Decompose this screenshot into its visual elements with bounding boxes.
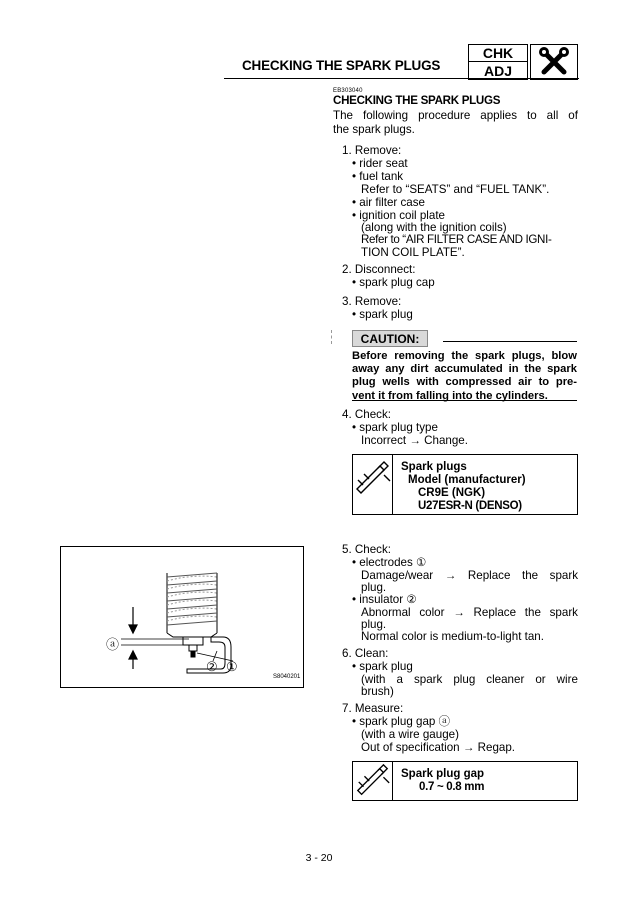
spec-box-spark-plugs (352, 454, 578, 515)
spec1-title: Spark plugs (401, 461, 467, 473)
word: to (538, 376, 550, 389)
caliper-icon (354, 459, 392, 499)
step-1-bullet-3: • air filter case (352, 196, 425, 209)
section-heading: CHECKING THE SPARK PLUGS (333, 94, 501, 107)
step-2-title: 2. Disconnect: (342, 263, 416, 276)
spec-box-spark-plug-gap (352, 761, 578, 801)
step-7-bullet-1: • spark plug gap ⓐ (352, 715, 451, 728)
intro-line-1 (333, 109, 578, 123)
spec1-subtitle: Model (manufacturer) (408, 474, 526, 486)
step-1-bullet-2-ref: Refer to “SEATS” and “FUEL TANK”. (361, 183, 550, 196)
word: color (419, 606, 445, 619)
word: → (453, 606, 465, 619)
step-5-bullet-2-line-1 (361, 606, 578, 620)
spec-icon-cell (353, 762, 393, 800)
step-1-bullet-4: • ignition coil plate (352, 209, 445, 222)
word: cleaner (486, 673, 525, 686)
word: the (524, 606, 541, 619)
word: the (524, 363, 542, 376)
caution-line-3 (352, 376, 577, 389)
word: in (508, 363, 519, 376)
step-5-bullet-2: • insulator ② (352, 593, 417, 606)
step-3-title: 3. Remove: (342, 295, 402, 308)
caution-margin-mark (331, 330, 332, 344)
step-4-title: 4. Check: (342, 408, 391, 421)
word: removing (394, 350, 445, 362)
figure-code: S8040201 (273, 674, 301, 680)
word: Replace (473, 606, 517, 619)
step-5-bullet-1-line-2: plug. (361, 581, 387, 594)
figure-label-1: ① (226, 659, 238, 674)
word: away (352, 363, 380, 376)
intro-line-2: the spark plugs. (333, 123, 415, 136)
caution-badge: CAUTION: (352, 330, 428, 347)
word: procedure (418, 109, 471, 122)
word: Damage/wear (361, 569, 434, 582)
word: pre- (555, 376, 577, 389)
page-header-title: CHECKING THE SPARK PLUGS (242, 58, 441, 73)
step-1-title: 1. Remove: (342, 144, 402, 157)
step-1-bullet-4-ref-1: Refer to “AIR FILTER CASE AND IGNI- (361, 233, 552, 246)
word: a (396, 673, 403, 686)
word: all (546, 109, 559, 122)
step-7-title: 7. Measure: (342, 702, 404, 715)
wrench-icon (531, 45, 577, 79)
word: following (362, 109, 409, 122)
step-5-bullet-2-line-2: plug. (361, 618, 387, 631)
word: spark (549, 569, 578, 582)
step-5-title: 5. Check: (342, 543, 391, 556)
caution-top-rule (443, 341, 577, 342)
word: Abnormal (361, 606, 411, 619)
step-5-bullet-1-line-1 (361, 569, 578, 583)
word: accumulated (434, 363, 503, 376)
word: blow (551, 350, 577, 362)
step-5-bullet-2-line-3: Normal color is medium-to-light tan. (361, 630, 544, 643)
spec1-value-2: U27ESR-N (DENSO) (418, 500, 522, 512)
word: with (416, 376, 439, 389)
step-5-bullet-1: • electrodes ① (352, 556, 427, 569)
adj-label: ADJ (483, 63, 512, 79)
spec1-value-1: CR9E (NGK) (418, 487, 486, 499)
chk-label: CHK (482, 45, 514, 61)
spec2-value-1: 0.7 ~ 0.8 mm (419, 781, 485, 793)
word: (with (361, 673, 386, 686)
step-7-bullet-1-note: (with a wire gauge) (361, 728, 459, 741)
page-number: 3 - 20 (305, 852, 333, 864)
step-3-bullet-1: • spark plug (352, 308, 413, 321)
caution-line-1 (352, 350, 577, 363)
word: the (521, 569, 539, 582)
spark-plug-figure (60, 546, 304, 688)
caution-line-2 (352, 363, 577, 376)
word: air (518, 376, 532, 389)
section-code: EB303040 (333, 88, 363, 94)
spark-plug-diagram (61, 547, 303, 687)
step-6-bullet-1-line-2: brush) (361, 685, 394, 698)
tool-icon-box (530, 44, 578, 80)
word: plug (453, 673, 476, 686)
word: The (333, 109, 353, 122)
word: spark (549, 606, 578, 619)
caution-bottom-rule (352, 400, 577, 401)
word: plugs, (511, 350, 545, 362)
step-1-bullet-2: • fuel tank (352, 170, 404, 183)
word: applies (480, 109, 518, 122)
word: the (451, 350, 469, 362)
caution-text (352, 350, 577, 403)
caution-line-4: vent it from falling into the cylinders. (352, 389, 548, 402)
word: wells (382, 376, 410, 389)
figure-label-a: ⓐ (106, 637, 120, 652)
step-6-bullet-1: • spark plug (352, 660, 413, 673)
caliper-icon (354, 762, 392, 800)
word: compressed (445, 376, 512, 389)
word: plug (352, 376, 376, 389)
word: → (444, 569, 457, 582)
word: wire (556, 673, 578, 686)
step-1-bullet-4-note: (along with the ignition coils) (361, 221, 507, 234)
chk-divider (469, 61, 527, 62)
word: spark (547, 363, 577, 376)
spec2-title: Spark plug gap (401, 768, 485, 780)
word: to (527, 109, 537, 122)
chk-adj-badge (468, 44, 528, 80)
step-1-bullet-1: • rider seat (352, 157, 408, 170)
word: any (385, 363, 405, 376)
word: or (535, 673, 546, 686)
step-6-title: 6. Clean: (342, 647, 389, 660)
word: of (568, 109, 578, 122)
step-4-bullet-1: • spark plug type (352, 421, 438, 434)
spec-icon-cell (353, 455, 393, 514)
word: Before (352, 350, 388, 362)
step-7-bullet-1-action: Out of specification → Regap. (361, 741, 516, 754)
word: dirt (410, 363, 429, 376)
step-1-bullet-4-ref-2: TION COIL PLATE”. (361, 246, 465, 259)
step-4-bullet-1-action: Incorrect → Change. (361, 434, 468, 447)
word: Replace (467, 569, 511, 582)
step-2-bullet-1: • spark plug cap (352, 276, 435, 289)
word: spark (413, 673, 443, 686)
word: spark (475, 350, 505, 362)
figure-label-2: ② (206, 659, 218, 674)
